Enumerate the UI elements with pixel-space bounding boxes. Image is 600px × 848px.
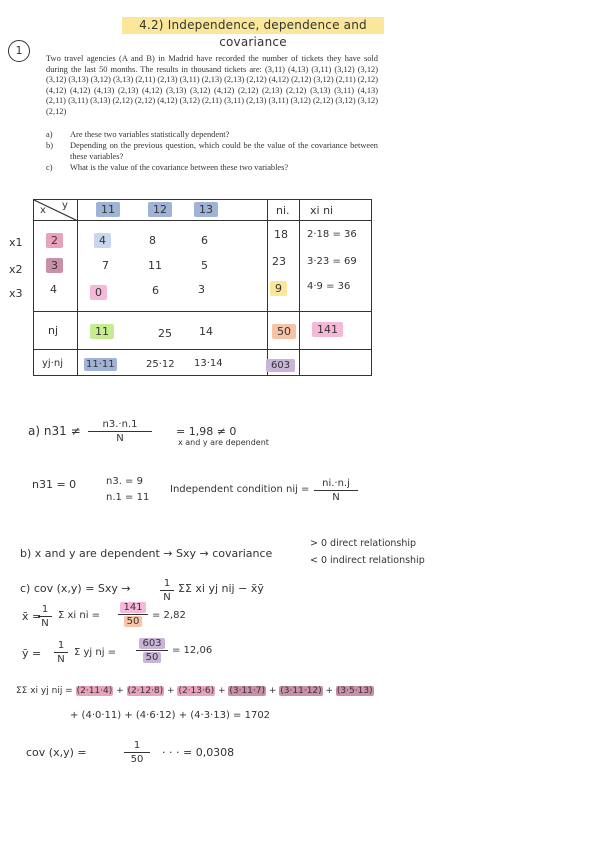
col-header-13: 13 [194, 202, 218, 217]
contingency-table [33, 199, 372, 376]
independence-fraction: ni.·n.j N [314, 478, 358, 503]
n-total: 50 [272, 324, 296, 339]
nj-2: 25 [158, 327, 172, 340]
x-value-2: 3 [46, 258, 63, 273]
row-label-x2: x2 [9, 263, 23, 276]
col-header-11: 11 [96, 202, 120, 217]
part-a-note: x and y are dependent [178, 438, 269, 447]
part-a-lhs: a) n31 ≠ [28, 424, 81, 438]
yjnj-label: yj·nj [42, 358, 63, 369]
xini-1: 2·18 = 36 [307, 229, 357, 240]
cell-1-2: 8 [149, 234, 156, 247]
problem-text: Two travel agencies (A and B) in Madrid have recorded the number of tickets they have sold during the last 50 months. The results in thousand tickets are: (3,11) (4,13) (3,11) (3,12) (3,12) (3,12) (3,13) (3,12) (3,13) (2,11) (2,13) (3,11) (2,13) (2,13) (2,12) (4,12) (2,12) (3,12) (2,11) (2,12) (4,12) (4,12) (4,13) (2,13) (4,12) (3,13) (3,12) (4,12) (2,12) (2,13) (2,12) (3,13) (3,11) (4,13) (2,11) (3,11) (3,13) (2,12) (2,12) (4,12) (3,12) (2,11) (3,11) (2,13) (3,11) (3,12) (2,12) (3,12) (3,12) (2,12) [46, 54, 378, 116]
x-value-1: 2 [46, 233, 63, 248]
cell-2-3: 5 [201, 259, 208, 272]
ni-2: 23 [272, 255, 286, 268]
double-sum-line2: + (4·0·11) + (4·6·12) + (4·3·13) = 1702 [70, 710, 271, 721]
ybar-sum: Σ yj nj = [74, 647, 117, 658]
ni-1: 18 [274, 228, 288, 241]
xbar-label: x̄ = [22, 610, 42, 623]
n31-value: n31 = 0 [32, 478, 77, 491]
part-c-cov-def: c) cov (x,y) = Sxy → [20, 582, 131, 595]
n3dot-value: n3. = 9 [106, 476, 143, 487]
corner-y: y [62, 200, 68, 211]
sum-xini: 141 [312, 322, 343, 337]
part-b-text: b) x and y are dependent → Sxy → covariance [20, 547, 273, 560]
part-b-negative: < 0 indirect relationship [310, 555, 425, 566]
nj-3: 14 [199, 325, 213, 338]
independence-condition: Independent condition nij = [170, 484, 310, 495]
ybar-value: = 12,06 [172, 645, 213, 656]
xini-3: 4·9 = 36 [307, 281, 351, 292]
ndot1-value: n.1 = 11 [106, 492, 150, 503]
question-c-label: c) [46, 163, 53, 172]
part-a-fraction: n3.·n.1 N [88, 419, 152, 444]
yjnj-1: 11·11 [86, 359, 115, 370]
double-sum-line1: ΣΣ xi yj nij = (2·11·4) + (2·12·8) + (2·13·6) + (3·11·7) + (3·11·12) + (3·5·13) [16, 686, 373, 696]
question-b-text: Depending on the previous question, which could be the value of the covariance between these variables? [70, 141, 378, 161]
xbar-one-over-n: 1 N [38, 604, 52, 629]
row-label-x3: x3 [9, 287, 23, 300]
xbar-fraction: 141 50 [118, 602, 148, 627]
col-header-12: 12 [148, 202, 172, 217]
question-b-label: b) [46, 141, 53, 150]
ybar-one-over-n: 1 N [54, 640, 68, 665]
part-c-cov-sum: ΣΣ xi yj nij − x̄ȳ [178, 582, 264, 595]
cell-2-2: 11 [148, 259, 162, 272]
xbar-sum: Σ xi ni = [58, 610, 101, 621]
nj-1: 11 [90, 324, 114, 339]
ni-3: 9 [270, 281, 287, 296]
ybar-label: ȳ = [22, 647, 42, 660]
cell-1-3: 6 [201, 234, 208, 247]
yjnj-2: 25·12 [146, 359, 175, 370]
cell-2-1: 7 [102, 259, 109, 272]
question-c-text: What is the value of the covariance between these two variables? [70, 163, 289, 172]
part-a-result: = 1,98 ≠ 0 [176, 425, 237, 438]
question-a-text: Are these two variables statistically dependent? [70, 130, 230, 139]
ni-header: ni. [276, 204, 290, 217]
cell-3-3: 3 [198, 283, 205, 296]
cell-3-1: 0 [90, 285, 107, 300]
cell-3-2: 6 [152, 284, 159, 297]
exercise-number: 1 [8, 40, 30, 62]
cov-value: · · · = 0,0308 [162, 746, 235, 759]
part-c-one-over-n: 1 N [160, 578, 174, 603]
sum-yjnj: 603 [266, 359, 295, 372]
nj-label: nj [48, 324, 59, 337]
cov-fraction: 1 50 [124, 740, 150, 765]
question-a-label: a) [46, 130, 53, 139]
xbar-value: = 2,82 [152, 610, 186, 621]
xini-2: 3·23 = 69 [307, 256, 357, 267]
part-b-positive: > 0 direct relationship [310, 538, 417, 549]
ybar-fraction: 603 50 [136, 638, 168, 663]
yjnj-3: 13·14 [194, 358, 223, 369]
corner-x: x [40, 205, 46, 216]
cov-label: cov (x,y) = [26, 746, 87, 759]
cell-1-1: 4 [94, 233, 111, 248]
xini-header: xi ni [310, 204, 334, 217]
row-label-x1: x1 [9, 236, 23, 249]
page-title: 4.2) Independence, dependence and covariance [122, 17, 384, 34]
x-value-3: 4 [50, 283, 57, 296]
